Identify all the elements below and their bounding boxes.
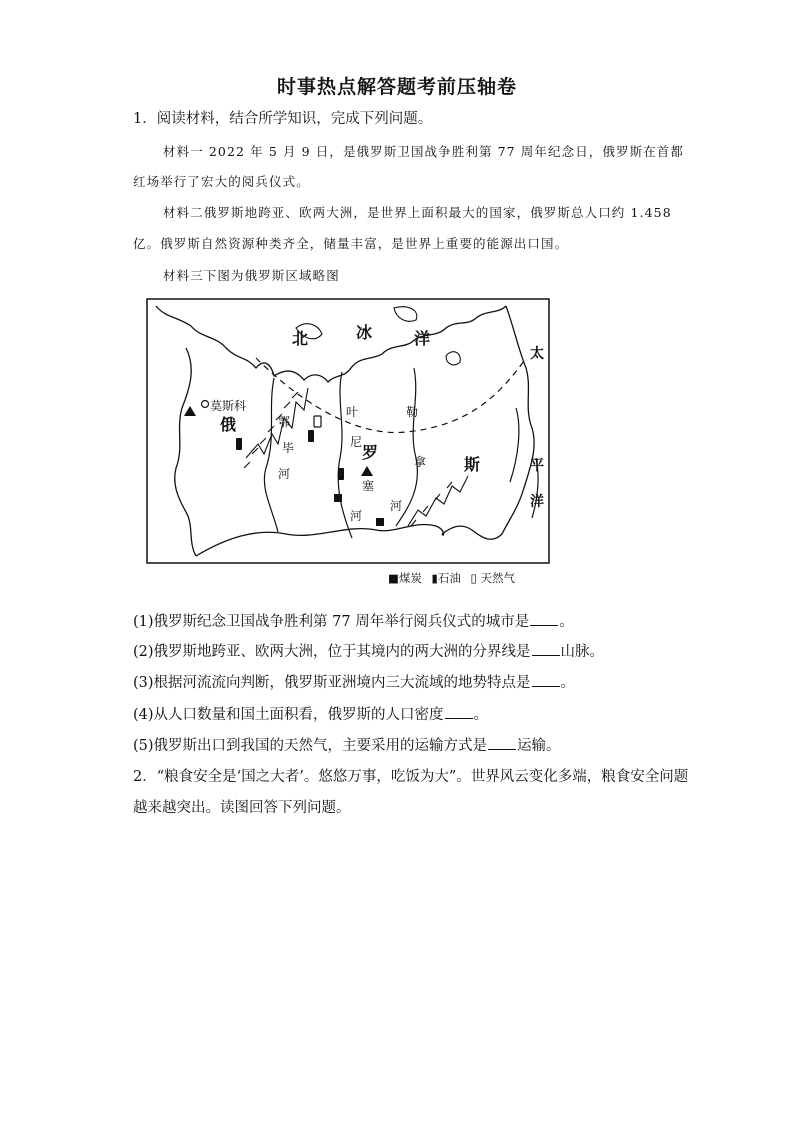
map-label-arctic-yang: 洋 (414, 329, 431, 348)
sub-question-4 (133, 703, 488, 724)
answer-blank-3[interactable] (532, 674, 560, 687)
map-label-arctic-bei: 北 (292, 329, 309, 348)
russia-map (146, 298, 550, 564)
map-label-e: 俄 (220, 415, 237, 434)
sub-question-5-end: 运输。 (517, 738, 561, 754)
legend-coal: ■煤炭 (388, 571, 422, 585)
map-label-ob-3: 河 (278, 467, 291, 481)
sub-question-4-end: 。 (473, 707, 489, 723)
map-label-ye-4: 河 (350, 509, 363, 523)
map-label-ob-1: 鄂 (278, 415, 291, 429)
question-2-line-2: 越来越突出。读图回答下列问题。 (133, 800, 351, 816)
map-label-ye-3: 塞 (362, 479, 375, 493)
moscow-marker (202, 401, 209, 408)
sub-question-2-text: (2)俄罗斯地跨亚、欧两大洲，位于其境内的两大洲的分界线是 (133, 644, 531, 660)
legend-gas: ▯ 天然气 (470, 571, 515, 585)
sub-question-3 (133, 671, 575, 692)
map-label-pacific-yang: 洋 (530, 494, 544, 510)
sub-question-1-text: (1)俄罗斯纪念卫国战争胜利第 77 周年举行阅兵仪式的城市是 (133, 614, 530, 630)
map-label-ye-1: 叶 (346, 405, 359, 419)
material-1-line-1: 材料一 2022 年 5 月 9 日，是俄罗斯卫国战争胜利第 77 周年纪念日，俄罗斯在首都 (163, 144, 685, 159)
sub-question-1 (133, 610, 574, 631)
sub-question-3-end: 。 (560, 675, 576, 691)
map-label-le: 勒 (406, 405, 419, 419)
sub-question-2 (133, 640, 604, 661)
question-2-line-1: 2．“粮食安全是‘国之大者’。悠悠万事，吃饭为大”。世界风云变化多端，粮食安全问题 (133, 769, 689, 785)
question-1-intro: 1．阅读材料，结合所学知识，完成下列问题。 (133, 111, 433, 127)
sub-question-5-text: (5)俄罗斯出口到我国的天然气，主要采用的运输方式是 (133, 738, 488, 754)
answer-blank-4[interactable] (445, 706, 473, 719)
map-label-luo: 罗 (362, 443, 379, 462)
material-3: 材料三下图为俄罗斯区域略图 (163, 268, 340, 283)
sub-question-2-end: 山脉。 (560, 644, 605, 660)
map-label-lena-he: 河 (390, 499, 403, 513)
sub-question-4-text: (4)从人口数量和国土面积看，俄罗斯的人口密度 (133, 707, 444, 723)
map-label-si: 斯 (464, 455, 481, 474)
answer-blank-2[interactable] (532, 643, 560, 656)
material-1-line-2: 红场举行了宏大的阅兵仪式。 (133, 174, 310, 189)
material-2-line-2: 亿。俄罗斯自然资源种类齐全，储量丰富，是世界上重要的能源出口国。 (133, 236, 569, 251)
map-label-na: 拿 (414, 455, 427, 469)
map-label-ob-2: 毕 (282, 441, 295, 455)
map-legend (388, 570, 521, 586)
map-label-moscow: 莫斯科 (210, 399, 247, 413)
answer-blank-5[interactable] (488, 737, 516, 750)
sub-question-1-end: 。 (559, 614, 574, 630)
map-label-ye-2: 尼 (350, 435, 363, 449)
sub-question-5 (133, 734, 561, 755)
material-2-line-1: 材料二俄罗斯地跨亚、欧两大洲，是世界上面积最大的国家，俄罗斯总人口约 1.458 (163, 205, 672, 220)
map-label-arctic-bing: 冰 (356, 323, 373, 342)
legend-oil: ▮石油 (431, 571, 461, 585)
map-label-pacific-ping: 平 (530, 458, 544, 474)
answer-blank-1[interactable] (530, 613, 558, 626)
map-label-pacific-tai: 太 (530, 346, 544, 362)
page-title: 时事热点解答题考前压轴卷 (276, 76, 517, 98)
sub-question-3-text: (3)根据河流流向判断，俄罗斯亚洲境内三大流域的地势特点是 (133, 675, 531, 691)
